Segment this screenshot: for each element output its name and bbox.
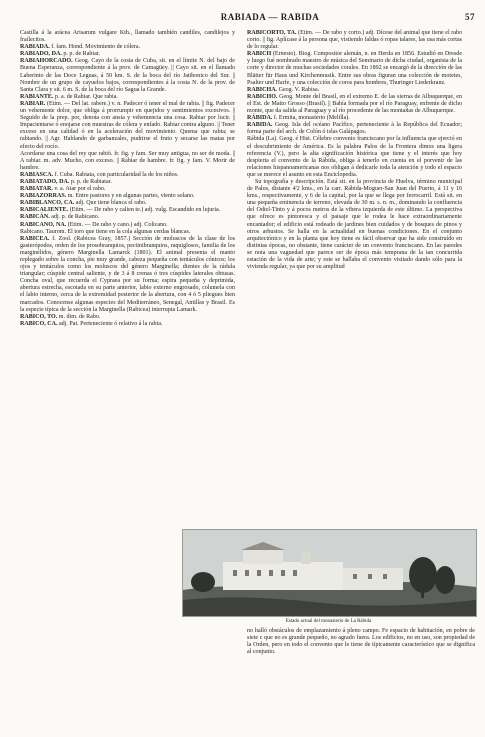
headword: RABICHO. xyxy=(247,93,278,100)
entry-text: (Ernesto). Biog. Compositor alemán, n. en Herda en 1856. Estudió en Dresde y luego fué nombrado maestro de música del Seminario de dicha ciudad, organista de la corte y director de muchas sociedades corales. En 1892 se encargó de la dirección de las Blätter für Haus und Kirchenmusik. Entre sus obras figuran una colección de motetes, Psalter und Harfe, y una colección de coros para hombres, Thuringer Liederkranz. xyxy=(247,51,463,86)
dictionary-entry xyxy=(247,122,462,136)
headword: RABIDA. xyxy=(247,122,273,129)
running-title: RABIADA — RABIDA xyxy=(220,12,320,22)
headword: RABICÁN. xyxy=(20,214,50,221)
page-number: 57 xyxy=(465,12,475,22)
dictionary-entry xyxy=(247,628,475,656)
headword: RABIADO, DA. xyxy=(20,51,62,58)
entry-text: (Etim. — De rabo y calien te.) adj. vulg. Escandido en lujuria. xyxy=(69,207,221,214)
headword: RABICORTO, TA. xyxy=(247,30,297,36)
entry-text: Acordarse una cosa del rey que rabió. fr. fig. y fam. Ser muy antigua, no ser de moda. || A rabiar. m. adv. Mucho, con exceso. || Rabiar de hambre. fr. fig. y fam. V. Morir de hambre. xyxy=(20,150,235,171)
headword: RABIANTE. xyxy=(20,93,54,100)
document-page xyxy=(20,12,475,730)
entry-text: adj. p. de Rabicano. xyxy=(51,214,100,221)
headword: RABICANO, NA. xyxy=(20,221,67,228)
dictionary-entry xyxy=(20,321,235,328)
dictionary-entry xyxy=(247,51,462,86)
entry-text: p. p. de Rabiatar. xyxy=(70,178,112,185)
entry-text: f. Zool. (Rabicea Gray, 1857.) Sección de moluscos de la clase de los gasterópodos, orden de los prosobranquios, pectinibranquios, raquiglosos, familia de los marginélidos, género Marginella Lamarck (1801). El animal presenta el manto replegado sobre la concha, pie muy grande, cabeza pequeña con tentáculos cónicos; los ojos y tentáculos como los moluscos del género Marginella; dientes de la rádula triangular; cúspide central saliente, y de 3 á 8 crenas ó tres cúspides laterales obtusas. Concha oval, que recuerda el Cypraea por su forma; espira pequeña y deprimida, abertura estrecha, escotada en su parte anterior, labio externo engrosado, columela con el labio interno, cerca de la extremidad posterior de la abertura, con 4 ó 5 pliegues bien marcados. Conocense algunas especies del Mediterráneo, Senegal, Antillas y Brasil. Es la especie típica de la sección la Marginella (Rabicea) interrupta Lamark. xyxy=(20,235,236,313)
headword: RABIATAR. xyxy=(20,186,53,193)
entry-text: (Etim. — De rabo y cano.) adj. Colicano. xyxy=(67,221,168,228)
dictionary-entry xyxy=(20,179,235,186)
dictionary-entry xyxy=(247,30,462,51)
dictionary-entry xyxy=(20,229,235,236)
entry-text: Geog. Monte del Brasil, en el extremo E. de las sierras de Albuquerque, en el Est. de Matto Grosso (Brasil). || Bahía formada por el río Paraguay, enfrente de dicho monte, que da salida al Paraguay y al río procedente de las montañas de Albuquerque. xyxy=(247,93,462,115)
headword: RABICALIENTE. xyxy=(20,207,69,214)
headword: RABIADA. xyxy=(20,44,50,51)
entry-text: no halló obstáculos de emplazamiento á pleno campo. Fe espacio de habitación, en pobre de siete c que no es grande pequeño, no agrado fuera. Los edificios, no en uso, son propiedad de la Orden, pero en todo el convento que le tiene de típicamente característico que se dignifica al conjunto. xyxy=(247,628,475,656)
dictionary-entry xyxy=(20,172,235,179)
dictionary-entry xyxy=(20,236,235,314)
dictionary-entry xyxy=(20,222,235,229)
dictionary-entry xyxy=(20,151,235,172)
dictionary-entry xyxy=(20,101,235,151)
entry-text: v. a. Atar por el rabo. xyxy=(54,186,106,193)
dictionary-entry xyxy=(20,44,235,51)
entry-text: Geog. Cayo de la costa de Cuba, sit. en el límite N. del bajo de Buena Esperanza, correspondiente á la prov. de Camagüey. || Cayo sit. en el llamado Laberinto de las Doce Leguas, á 50 km. S. de la boca del río Jatibonico del Sur. || Nombre de un grupo de cayuelos bajos, correspondientes á la costa N. de la prov. de Santa Clara y sit. 6 m. S. de la boca del río Sagua la Grande. xyxy=(20,58,235,93)
entry-text: Rábida (La). Geog. é Hist. Célebre convento franciscano por la influencia que ejerció en el descubrimiento de América. Es la palabra Palos de la Frontera dimos una ligera referencia (V.), pero la alta significación histórica que tiene y el interés que hoy despierta el convento de la Rábida, obliga á tenerlo en cuenta en el porvenir de las relaciones hispanoamericanas nos obligan á dedicarle toda la atención y todo el espacio que se merece el asunto en esta Enciclopedia. xyxy=(247,136,462,178)
monastery-illustration xyxy=(183,530,476,616)
headword: RABIATADO, DA. xyxy=(20,178,70,185)
dictionary-entry xyxy=(20,94,235,101)
dictionary-entry xyxy=(20,51,235,58)
entry-text: Su topografía y descripción. Está sit. en la provincia de Huelva, término municipal de Palos, distante 4'2 kms., en la carr. Rábida-Moguer-San Juan del Puerto, á 11 y 16 kms., respectivamente, y 6 de la capital, por la que se llega por ferrocarril. Está sit. en una pequeña eminencia de terreno, elevada de 30 m. s. n. m., dominando la confluencia del Odiel-Tinto y á pocos metros de la vibera izquierda de este último. La perspectiva que ofrece es pintoresca y el paisaje que le rodea le hace extraordinariamente encantador; el edificio está rodeado de jardines bien cuidados y de bosques de pinos y otros arbustos. Se halla en la actualidad en buenas condiciones. En el conjunto arquitectónico y en la planta que hoy tiene es fácil observar que ha sido construído en distintas épocas, no obstante, tiene carácter de un convento franciscano. En las paredes se nota una vaguedad que parece ser de época más temprana de la tan concurrida estación de la vida de arte; y este se hallaba el convento visitado dando sólo para la vivienda regular, ya que por su amplitud xyxy=(247,178,462,271)
entry-text: Geog. V. Rabisa. xyxy=(278,86,320,93)
entry-text: f. Ermita, monasterio (Melilla). xyxy=(273,115,350,122)
dictionary-entry xyxy=(20,186,235,193)
dictionary-entry xyxy=(247,179,462,271)
entry-text: Geog. Isla del océano Pacífico, perteneciente á la República del Ecuador; forma parte del arch. de Colón ó islas Galápagos. xyxy=(247,122,462,136)
entry-text: f. Cuba. Rabiata, con particularidad la de los niños. xyxy=(54,171,179,178)
right-column xyxy=(247,30,462,271)
entry-text: m. Entre pastores y en algunas partes, viento solano. xyxy=(67,193,195,200)
dictionary-entry xyxy=(20,214,235,221)
entry-text: adj. Pat. Perteneciente ó relativo á la rabia. xyxy=(58,320,163,327)
left-column xyxy=(20,30,235,328)
dictionary-entry xyxy=(20,58,235,93)
dictionary-entry xyxy=(20,314,235,321)
headword: RABIBLANCO, CA. xyxy=(20,200,75,207)
headword: RABIAZORRAS. xyxy=(20,193,67,200)
monastery-photo xyxy=(182,529,477,617)
dictionary-entry xyxy=(247,87,462,94)
headword: RABIAHORCADO. xyxy=(20,58,73,65)
entry-text: (Etim. — Del lat. rabere.) v. n. Padecer ó tener el mal de rabia. || fig. Padecer un vehemente dolor, que obliga á prorrumpir en quejidos y sentimientos excesivos. || Seguido de la prep. por, denota con ansia y vehemencia una cosa. Rabiar por lucir. || Impacientarse ó enojarse con muestras de cólera y enfado. Rabiar contra alguno. || Tener exceso en una calidad ó en la aceleración del movimiento. Quema que rabia; se rabiando. || Agr. Hablando de garbanzales, pudrirse el fruto y secarse las matas por efecto del rocío. xyxy=(20,100,236,150)
entry-text: adj. Que tiene blanca el rabo. xyxy=(75,200,147,207)
headword: RABIAR. xyxy=(20,100,46,107)
entry-text: p. a. de Rabiar. Que rabia. xyxy=(54,93,118,100)
headword: RABICO, CA. xyxy=(20,320,58,327)
dictionary-entry xyxy=(20,30,235,44)
headword: RABICO, TO. xyxy=(20,313,58,320)
dictionary-entry xyxy=(247,94,462,115)
headword: RABIASCA. xyxy=(20,171,54,178)
dictionary-entry xyxy=(247,136,462,179)
entry-text: (Etim. — De rabo y corto.) adj. Dícese del animal que tiene el rabo corto. || fig. Aplícase á la persona que, vistiendo faldas ó ropas talares, las usa más cortas de lo regular. xyxy=(247,30,462,51)
entry-text: f. fam. Hond. Movimiento de cólera. xyxy=(51,44,141,51)
headword: RABICHA. xyxy=(247,86,278,93)
page-header xyxy=(20,12,475,26)
entry-text: m. dim. de Rabo. xyxy=(58,313,101,320)
entry-text: Castilla á la arácea Arisarum vulgare Kth., llamado también candiles, candilejos y frailecitos. xyxy=(20,30,235,44)
headword: RABICH xyxy=(247,51,272,58)
right-column-continuation xyxy=(247,628,475,656)
entry-text: Rabicano. Taurom. El toro que tiene en la cola algunas cerdas blancas. xyxy=(20,228,191,235)
figure-caption: Estado actual del monasterio de La Rábida xyxy=(285,619,372,624)
dictionary-entry xyxy=(20,193,235,200)
headword: RÁBIDA. xyxy=(247,115,273,122)
headword: RABICEA. xyxy=(20,235,50,242)
entry-text: p. p. de Rabiar. xyxy=(63,51,100,58)
